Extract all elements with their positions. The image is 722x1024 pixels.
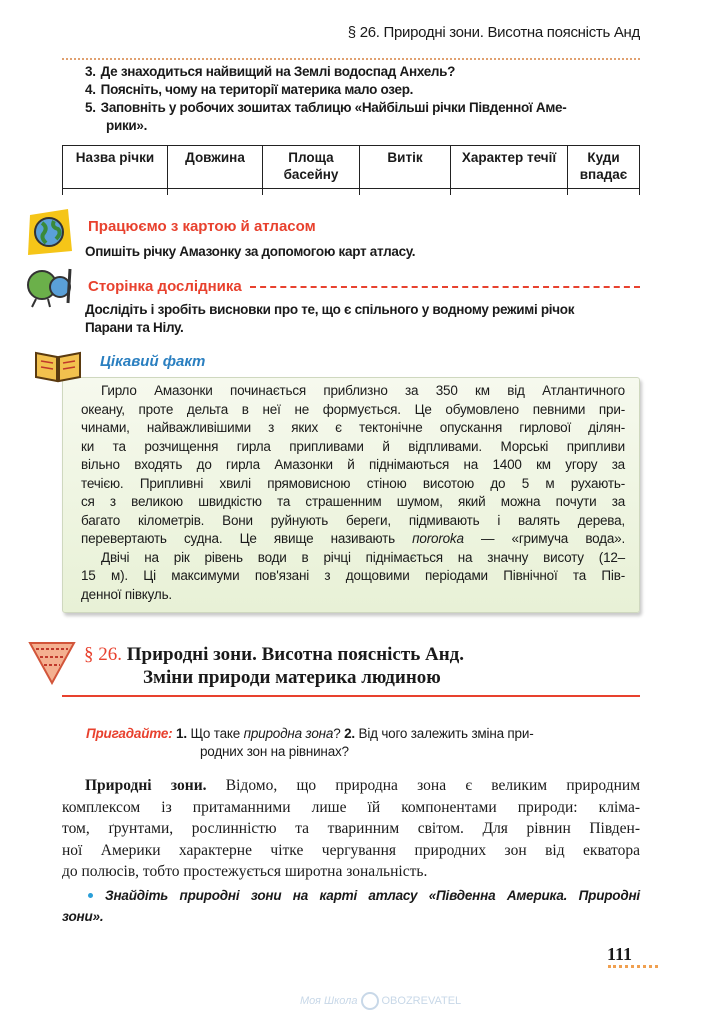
question-3: 3. Де знаходиться найвищий на Землі водоспад Анхель? [85,64,456,79]
body-line: том, ґрунтами, рослинністю та тваринним світом. Для рівнин Півден- [62,820,640,837]
fact-line: вільно входять до гирла Амазонки й піднімаються на 1400 км угору за [81,457,625,472]
running-header: § 26. Природні зони. Висотна поясність Анд [347,24,640,41]
fact-line: течією. Припливні хвилі прямовисною стіною висотою до 5 м рухають- [81,475,625,491]
map-task-heading: Працюємо з картою й атласом [88,218,316,235]
explorer-icon [22,263,78,309]
fact-line: чинами, найважливішими з яких є тектонічне опускання гирлової ділян- [81,420,625,435]
section-divider [62,695,640,697]
table-header: Площа басейну [263,146,360,189]
task-line: Знайдіть природні зони на карті атласу «Південна Америка. Природні [105,887,640,903]
page-number-ornament [608,965,658,968]
watermark-logo-icon [361,992,379,1010]
fact-line: багато кілометрів. Вони руйнують береги, підмивають і валять дерева, [81,512,625,528]
fact-line: Двічі на рік рівень води в річці піднімається на значну висоту (12– [101,549,625,565]
fact-line: 15 м). Ці максимуми пов'язані з дощовими періодами Північної та Пів- [81,568,625,583]
recall-label: Пригадайте: [86,726,173,741]
open-book-icon [33,347,83,383]
question-5: 5. Заповніть у робочих зошитах таблицю «Найбільші річки Південної Аме- [85,100,567,115]
research-heading: Сторінка дослідника [88,278,242,295]
body-line: ної Америки характерне чітке чергування природних зон від екватора [62,841,640,859]
table-row [63,189,640,196]
table-header: Куди впадає [568,146,640,189]
fact-line: перевертають судна. Це явище називають пororoka — «гримуча вода». [81,531,626,546]
page-column [62,0,640,988]
table-header: Характер течії [451,146,568,189]
research-divider [250,286,640,288]
table-header: Витік [360,146,451,189]
research-heading-row [62,277,640,297]
task-line: зони». [62,908,104,924]
globe-icon [24,207,74,257]
recall-line: Пригадайте: 1. Що таке природна зона? 2. Від чого залежить зміна при- [86,726,534,741]
section-title-line-2: Зміни природи материка людиною [143,667,441,688]
fact-line: ки та розчищення гирла припливами й відпливами. Морські припливи [81,438,625,454]
recall-block [62,725,640,761]
rivers-table [62,145,640,195]
body-line: комплексом із притаманними лише їй компонентами природи: кліма- [62,798,640,816]
section-title-block [62,643,640,697]
task-row [62,885,640,906]
research-block [62,277,640,337]
research-text-line: Парани та Нілу. [85,320,184,335]
fact-heading: Цікавий факт [100,353,206,370]
map-task-text: Опишіть річку Амазонку за допомогою карт атласу. [85,244,416,259]
table-header: Довжина [168,146,263,189]
body-line: до полюсів, тобто простежується широтна зональність. [62,863,428,880]
section-ornament-icon [28,639,76,685]
recall-cont: родних зон на рівнинах? [200,744,349,759]
section-title-line-1: § 26. Природні зони. Висотна поясність Анд. [84,644,465,665]
page-number: 111 [606,943,632,964]
fact-line: ся з великою швидкістю та страшенним шумом, який можна почути за [81,494,625,509]
map-task-block [62,217,640,261]
question-5-cont: рики». [106,118,148,133]
watermark: Моя Школа OBOZREVATEL [300,992,461,1010]
question-4: 4. Поясніть, чому на території материка мало озер. [85,82,414,97]
table-header: Назва річки [63,146,168,189]
fact-line: океану, проте дельта в неї не формується. Це обумовлено певними при- [81,401,625,417]
body-line: Природні зони. Відомо, що природна зона є великим природним [85,777,641,794]
research-text-line: Дослідіть і зробіть висновки про те, що є спільного у водному режимі річок [85,302,575,317]
body-text [62,775,640,883]
fact-box [62,377,640,613]
table-header-row [63,146,640,189]
header-divider [62,58,640,60]
fact-block [62,353,640,613]
fact-line: Гирло Амазонки починається приблизно за 350 км від Атлантичного [101,383,625,398]
bullet-icon [62,885,105,898]
questions-list [62,63,640,135]
fact-line: денної півкуль. [81,586,172,602]
